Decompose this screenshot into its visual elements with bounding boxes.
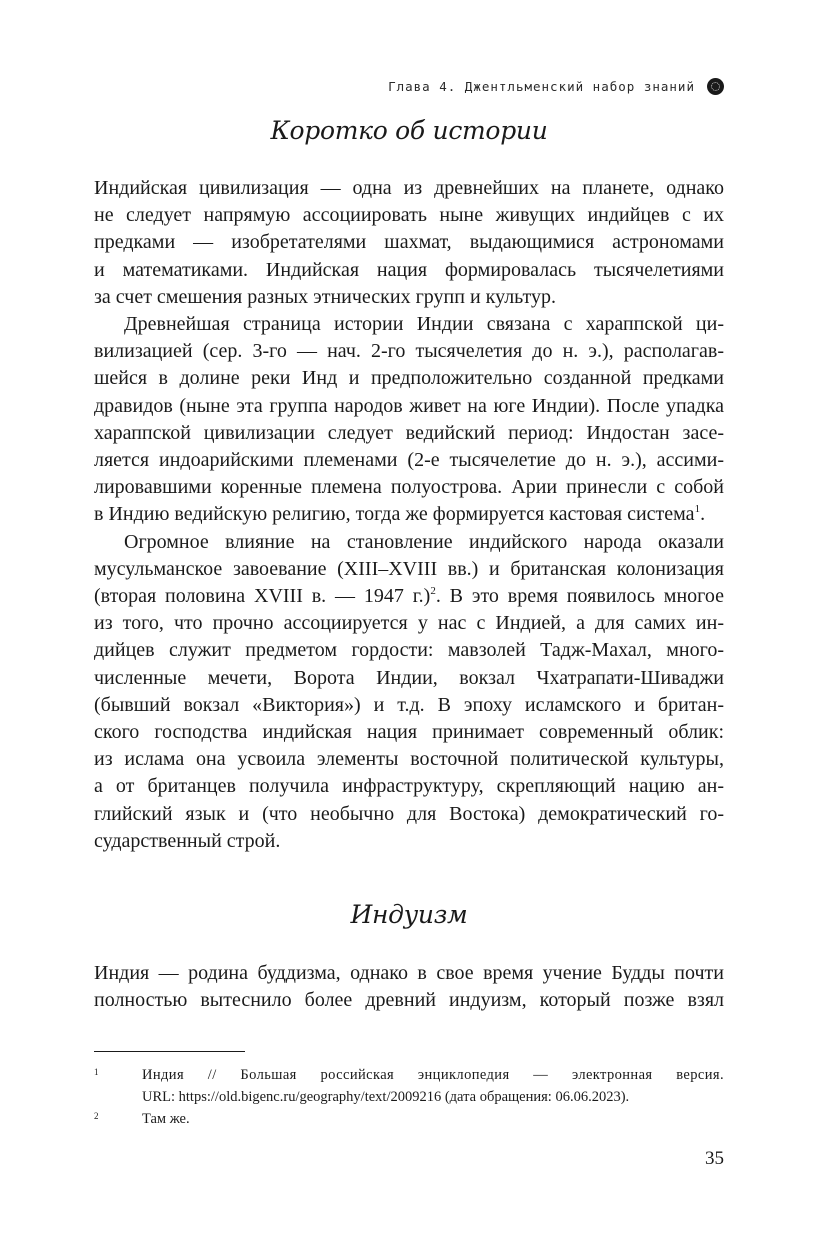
section-history-body xyxy=(94,175,724,855)
footnote-text xyxy=(142,1064,724,1108)
text-fragment: . xyxy=(700,503,706,526)
footnote-ref-2[interactable]: 2 xyxy=(430,585,436,598)
text-line: Древнейшая страница истории Индии связана с хараппской ци- xyxy=(124,313,724,336)
text-fragment: в Индию ведийскую религию, тогда же формируется кастовая система xyxy=(94,503,695,526)
text-line xyxy=(94,501,724,528)
text-line: (бывший вокзал «Виктория») и т.д. В эпоху исламского и британ- xyxy=(94,693,724,716)
footnote-line: Индия // Большая российская энциклопедия — электронная версия. xyxy=(142,1067,724,1083)
paragraph-3 xyxy=(94,529,724,855)
text-line: и математиками. Индийская нация формировалась тысячелетиями xyxy=(94,258,724,281)
footnote-divider xyxy=(94,1051,245,1052)
paragraph-2 xyxy=(94,311,724,529)
footnote-url[interactable]: URL: https://old.bigenc.ru/geography/text/2009216 (дата обращения: 06.06.2023). xyxy=(142,1089,630,1105)
paragraph-4 xyxy=(94,960,724,1014)
text-line: хараппской цивилизации следует ведийский период: Индостан засе- xyxy=(94,421,724,444)
text-line xyxy=(94,583,724,610)
text-fragment: (вторая половина XVIII в. — 1947 г.) xyxy=(94,585,431,608)
section-heading-hinduism: Индуизм xyxy=(350,900,468,929)
footnote-line: Там же. xyxy=(142,1111,190,1127)
text-line: дравидов (ныне эта группа народов живет на юге Индии). После упадка xyxy=(94,394,724,417)
footnote-number: 2 xyxy=(94,1111,99,1121)
running-head-text: Глава 4. Джентльменский набор знаний xyxy=(388,78,695,94)
text-line: лировавшими коренные племена полуострова. Арии принесли с собой xyxy=(94,476,724,499)
text-line: за счет смешения разных этнических групп и культур. xyxy=(94,285,557,308)
text-line: не следует напрямую ассоциировать ныне живущих индийцев с их xyxy=(94,204,724,227)
text-line: вилизацией (сер. 3-го — нач. 2-го тысячелетия до н. э.), располагав- xyxy=(94,340,724,363)
text-line: шейся в долине реки Инд и предположительно созданной предками xyxy=(94,367,724,390)
text-line: Индия — родина буддизма, однако в свое время учение Будды почти xyxy=(94,962,724,984)
text-line: полностью вытеснило более древний индуизм, который позже взял xyxy=(94,989,724,1012)
footnote-2 xyxy=(94,1108,724,1130)
text-line: численные мечети, Ворота Индии, вокзал Чхатрапати-Шиваджи xyxy=(94,666,724,689)
text-line: дийцев служит предметом гордости: мавзолей Тадж-Махал, много- xyxy=(94,639,724,662)
text-line: предками — изобретателями шахмат, выдающимися астрономами xyxy=(94,231,724,254)
chapter-marker-icon xyxy=(707,78,724,95)
page-number: 35 xyxy=(705,1148,724,1169)
running-head xyxy=(94,72,724,100)
text-line: Огромное влияние на становление индийского народа оказали xyxy=(124,530,724,553)
text-line: глийский язык и (что необычно для Востока) демократический го- xyxy=(94,802,724,825)
text-line: а от британцев получила инфраструктуру, скрепляющий нацию ан- xyxy=(94,775,724,798)
footnotes xyxy=(94,1064,724,1130)
paragraph-1 xyxy=(94,175,724,311)
footnote-text xyxy=(142,1108,724,1130)
text-line: Индийская цивилизация — одна из древнейших на планете, однако xyxy=(94,177,724,199)
text-line: ского господства индийская нация принимает современный облик: xyxy=(94,721,724,744)
footnote-ref-1[interactable]: 1 xyxy=(694,503,701,516)
section-heading-history: Коротко об истории xyxy=(270,116,548,145)
text-line: сударственный строй. xyxy=(94,829,281,852)
text-line: из того, что прочно ассоциируется у нас с Индией, а для самих ин- xyxy=(94,612,724,635)
text-line: ляется индоарийскими племенами (2-е тысячелетие до н. э.), ассими- xyxy=(94,449,724,472)
footnote-1 xyxy=(94,1064,724,1108)
text-line: из ислама она усвоила элементы восточной политической культуры, xyxy=(94,748,724,771)
footnote-number: 1 xyxy=(94,1067,99,1077)
section-hinduism-body xyxy=(94,960,724,1014)
text-line: мусульманское завоевание (XIII–XVIII вв.) и британская колонизация xyxy=(94,557,724,580)
text-fragment: . В это время появилось многое xyxy=(435,585,724,608)
